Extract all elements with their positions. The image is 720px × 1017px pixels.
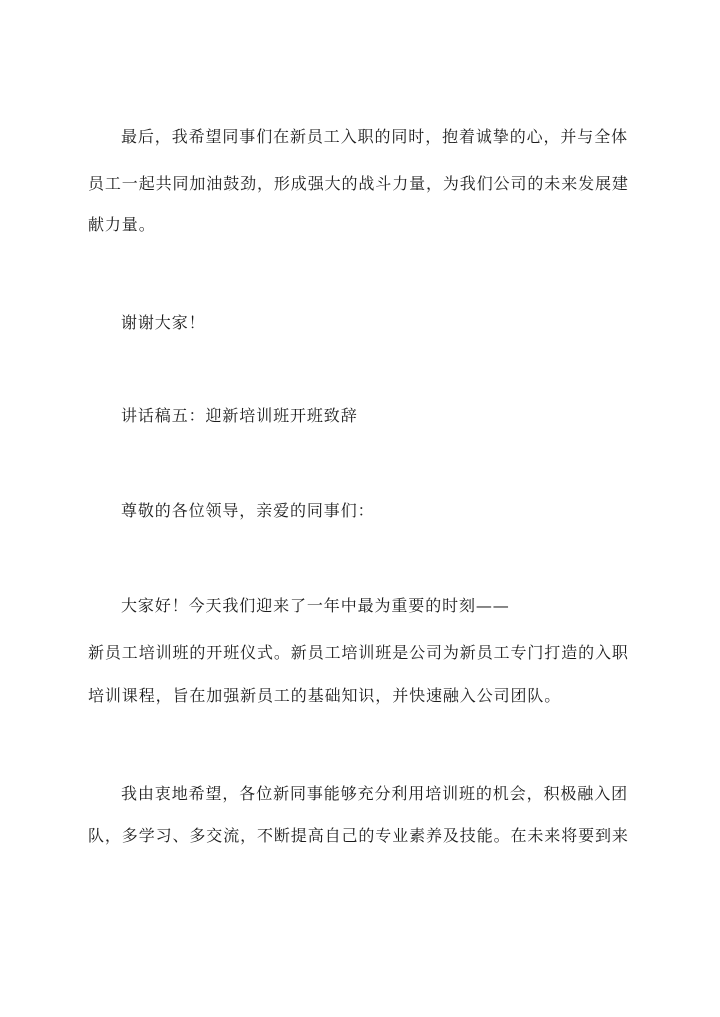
paragraph-6-line-1: 我由衷地希望，各位新同事能够充分利用培训班的机会，积极融入团 xyxy=(121,784,629,803)
paragraph-5-line-1: 大家好！今天我们迎来了一年中最为重要的时刻—— xyxy=(121,596,510,615)
paragraph-6-line-2: 队，多学习、多交流，不断提高自己的专业素养及技能。在未来将要到来 xyxy=(88,826,629,845)
paragraph-1-line-2: 员工一起共同加油鼓劲，形成强大的战斗力量，为我们公司的未来发展建 xyxy=(88,174,629,193)
paragraph-5-line-3: 培训课程，旨在加强新员工的基础知识，并快速融入公司团队。 xyxy=(88,686,562,705)
paragraph-1-line-1: 最后，我希望同事们在新员工入职的同时，抱着诚挚的心，并与全体 xyxy=(121,127,629,146)
paragraph-5-line-2: 新员工培训班的开班仪式。新员工培训班是公司为新员工专门打造的入职 xyxy=(88,643,629,662)
paragraph-1-line-3: 献力量。 xyxy=(88,215,156,234)
paragraph-3-line-1: 讲话稿五：迎新培训班开班致辞 xyxy=(121,406,358,425)
paragraph-4-line-1: 尊敬的各位领导，亲爱的同事们： xyxy=(121,501,375,520)
paragraph-2-line-1: 谢谢大家！ xyxy=(121,313,206,332)
